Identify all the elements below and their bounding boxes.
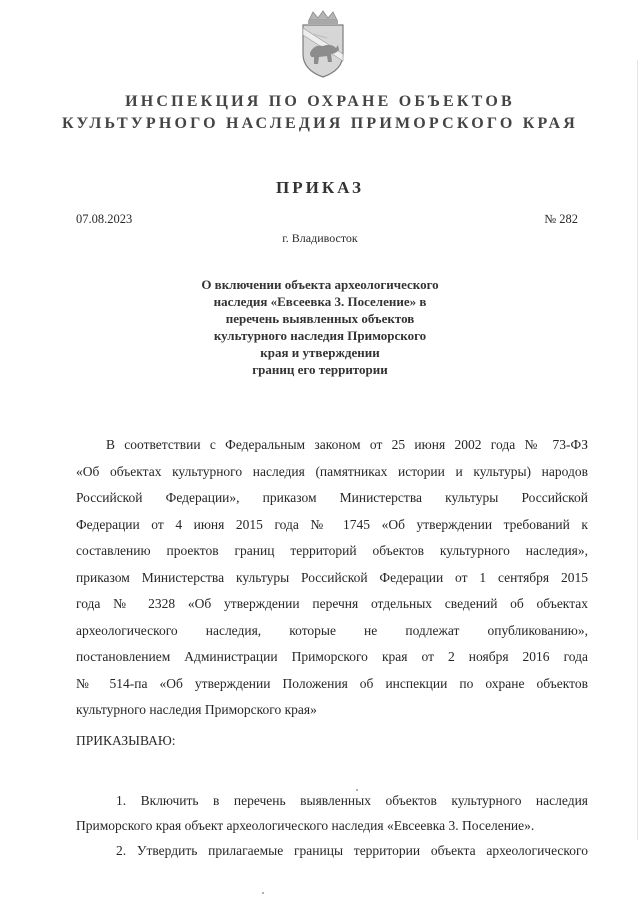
subject-line: края и утверждении <box>260 345 380 360</box>
subject-line: О включении объекта археологического <box>201 277 439 292</box>
scan-speck <box>262 892 264 894</box>
order-item-line: 2. Утвердить прилагаемые границы территории объекта археологического <box>116 843 588 858</box>
document-date: 07.08.2023 <box>76 212 133 226</box>
page-edge <box>637 60 638 840</box>
document-type: ПРИКАЗ <box>276 178 364 197</box>
subject-line: границ его территории <box>252 362 388 377</box>
paragraph-line: составлению проектов границ территорий объектов культурного наследия», <box>76 543 588 558</box>
order-items <box>76 788 588 863</box>
scan-speck <box>356 789 358 791</box>
agency-name-line1: ИНСПЕКЦИЯ ПО ОХРАНЕ ОБЪЕКТОВ <box>125 93 515 110</box>
paragraph-line: В соответствии с Федеральным законом от 25 июня 2002 года № 73-ФЗ <box>106 437 588 452</box>
paragraph-line: «Об объектах культурного наследия (памятниках истории и культуры) народов <box>76 463 588 479</box>
order-item-line: Приморского края объект археологического наследия «Евсеевка 3. Поселение». <box>76 818 535 833</box>
coat-of-arms-icon <box>297 10 349 80</box>
paragraph-line: приказом Министерства культуры Российской Федерации от 1 сентября 2015 <box>76 569 588 585</box>
order-word: ПРИКАЗЫВАЮ: <box>76 733 176 748</box>
paragraph-line: постановлением Администрации Приморского края от 2 ноября 2016 года <box>76 649 588 664</box>
subject-line: культурного наследия Приморского <box>213 328 427 343</box>
paragraph-line: года № 2328 «Об утверждении перечня отдельных сведений об объектах <box>76 596 588 611</box>
subject-line: перечень выявленных объектов <box>225 311 415 326</box>
subject-line: наследия «Евсеевка 3. Поселение» в <box>213 294 427 309</box>
document-city: г. Владивосток <box>282 231 358 245</box>
document-number: № 282 <box>544 212 578 226</box>
document-subject <box>160 276 480 378</box>
paragraph-line: № 514-па «Об утверждении Положения об инспекции по охране объектов <box>76 675 588 691</box>
paragraph-line: Федерации от 4 июня 2015 года № 1745 «Об утверждении требований к <box>76 516 588 532</box>
paragraph-line: культурного наследия Приморского края» <box>76 702 317 717</box>
preamble-paragraph <box>76 432 588 724</box>
agency-name-line2: КУЛЬТУРНОГО НАСЛЕДИЯ ПРИМОРСКОГО КРАЯ <box>62 115 578 132</box>
paragraph-line: Российской Федерации», приказом Министерства культуры Российской <box>76 490 588 505</box>
paragraph-line: археологического наследия, которые не подлежат опубликованию», <box>76 622 588 638</box>
order-item-line: 1. Включить в перечень выявленных объектов культурного наследия <box>116 793 588 808</box>
